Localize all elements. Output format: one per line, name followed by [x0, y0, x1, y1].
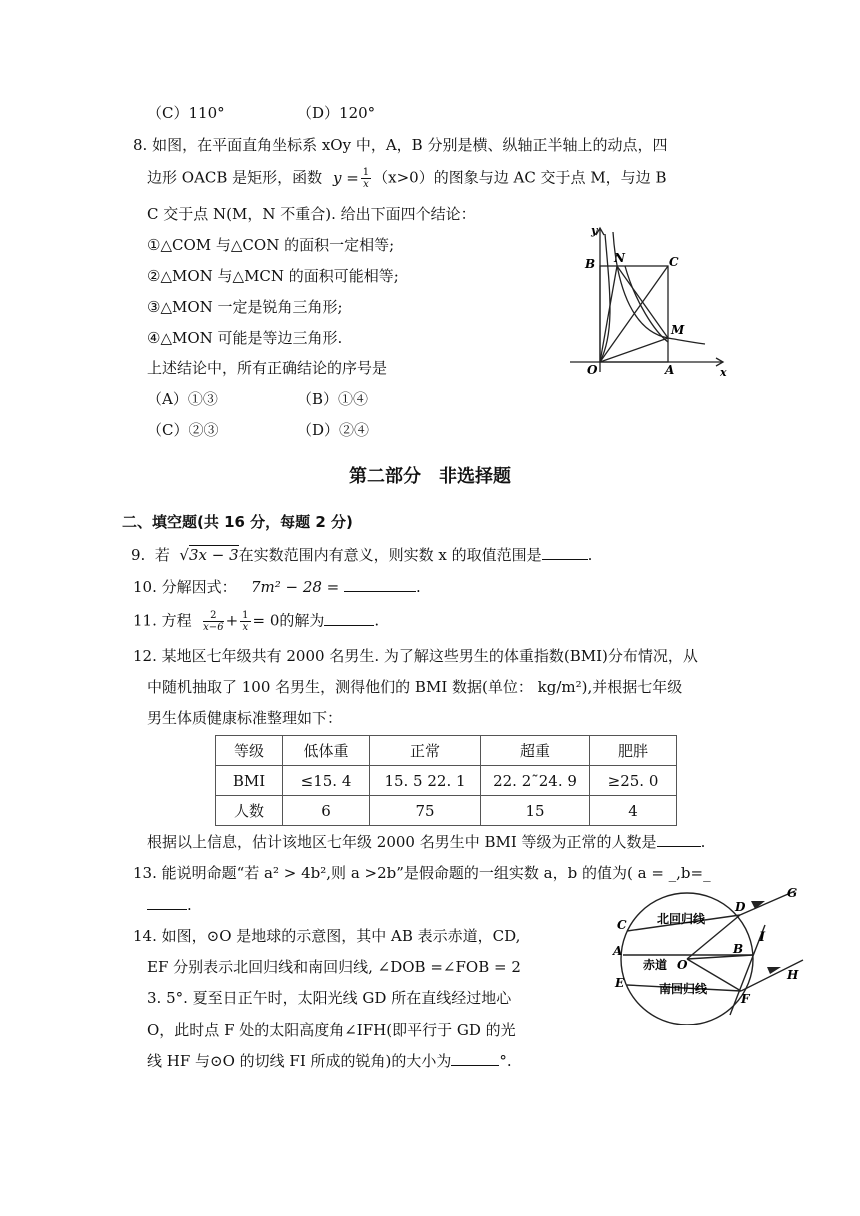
fig8-label-n: N: [614, 251, 625, 265]
table-cell: 肥胖: [590, 736, 677, 766]
q8-figure: [565, 222, 735, 380]
label-north-tropic: 北回归线: [657, 912, 706, 926]
table-row: [216, 766, 677, 796]
q12-line3: 男生体质健康标准整理如下：: [147, 709, 343, 727]
q11-line: 11. 方程 $\frac{2}{x-6}$ + $\frac{1}{x}$ = 0的解为 .: [133, 610, 380, 633]
table-cell: 等级: [216, 736, 283, 766]
table-cell: 低体重: [283, 736, 370, 766]
q13-line1: 13. 能说明命题“若 a² > 4b²,则 a >2b”是假命题的一组实数 a，b 的值为( a = _,b=_: [133, 864, 711, 882]
hyperbola-curve: [613, 232, 705, 344]
q10-line: 10. 分解因式： 7m² − 28 = .: [133, 578, 421, 596]
part2-title: 第二部分 非选择题: [349, 466, 511, 487]
fig8-label-x: x: [720, 366, 727, 379]
fig14-label-h: H: [787, 968, 799, 982]
table-cell: 22. 2˜24. 9: [481, 766, 590, 796]
q7-option-c: （C）110°: [147, 104, 225, 122]
q8-option-b: （B）①④: [297, 390, 369, 408]
q8-conclusion-4: ④△MON 可能是等边三角形.: [147, 329, 343, 347]
fig14-label-f: F: [741, 992, 750, 1006]
q8-option-c: （C）②③: [147, 421, 219, 439]
fig14-label-b: B: [733, 942, 744, 956]
label-south-tropic: 南回归线: [659, 982, 708, 996]
fig14-label-i: I: [759, 930, 766, 945]
q14-line4: O，此时点 F 处的太阳高度角∠IFH(即平行于 GD 的光: [147, 1021, 516, 1039]
q9-line: 9. 若 √3x − 3在实数范围内有意义，则实数 x 的取值范围是 .: [131, 546, 593, 564]
table-cell: 15. 5 22. 1: [370, 766, 481, 796]
fig14-label-g: G: [787, 886, 798, 900]
q8-conclusion-1: ①△COM 与△CON 的面积一定相等;: [147, 236, 395, 254]
fig14-label-e: E: [615, 976, 625, 990]
section2-heading: 二、填空题(共 16 分，每题 2 分): [122, 513, 353, 531]
q12-line2: 中随机抽取了 100 名男生，测得他们的 BMI 数据(单位： kg/m²),并根据七年级: [147, 678, 683, 696]
q8-conclusion-3: ③△MON 一定是锐角三角形;: [147, 298, 343, 316]
q14-line3: 3. 5°. 夏至日正午时，太阳光线 GD 所在直线经过地心: [147, 989, 512, 1007]
table-cell: 超重: [481, 736, 590, 766]
fig14-label-d: D: [735, 900, 746, 914]
table-row: [216, 796, 677, 826]
table-cell: ≥25. 0: [590, 766, 677, 796]
q8-option-d: （D）②④: [297, 421, 370, 439]
q12-conclusion: 根据以上信息，估计该地区七年级 2000 名男生中 BMI 等级为正常的人数是 .: [147, 833, 706, 851]
fig8-label-b: B: [585, 257, 596, 271]
radical: √3x − 3: [179, 546, 239, 564]
q8-fraction: $\frac{1}{x}$: [362, 167, 370, 190]
q8-conclusion-2: ②△MON 与△MCN 的面积可能相等;: [147, 267, 399, 285]
table-cell: 正常: [370, 736, 481, 766]
bmi-table: [215, 735, 677, 826]
q8-line3: C 交于点 N(M，N 不重合). 给出下面四个结论：: [147, 205, 476, 223]
table-cell: BMI: [216, 766, 283, 796]
q8-question: 上述结论中，所有正确结论的序号是: [147, 359, 388, 377]
table-cell: 6: [283, 796, 370, 826]
q8-line1: 8. 如图，在平面直角坐标系 xOy 中，A，B 分别是横、纵轴正半轴上的动点，四: [133, 136, 668, 154]
fig8-label-o: O: [587, 363, 598, 377]
q14-line2: EF 分别表示北回归线和南回归线, ∠DOB =∠FOB = 2: [147, 958, 521, 976]
table-row: [216, 736, 677, 766]
q12-line1: 12. 某地区七年级共有 2000 名男生. 为了解这些男生的体重指数(BMI)分布情况，从: [133, 647, 698, 665]
table-cell: 15: [481, 796, 590, 826]
fig8-label-y: y: [591, 224, 598, 237]
label-equator: 赤道: [643, 958, 668, 972]
fig8-label-m: M: [671, 323, 685, 337]
fig8-label-c: C: [669, 255, 679, 269]
q14-line5: 线 HF 与⊙O 的切线 FI 所成的锐角)的大小为 °.: [147, 1052, 512, 1070]
fig14-label-c: C: [617, 918, 627, 932]
fig14-label-a: A: [613, 944, 623, 958]
q13-line2: .: [147, 895, 192, 915]
q7-option-d: （D）120°: [297, 104, 376, 122]
q14-figure: [605, 885, 805, 1025]
fig14-label-o: O: [677, 958, 688, 972]
table-cell: 人数: [216, 796, 283, 826]
table-cell: ≤15. 4: [283, 766, 370, 796]
table-cell: 4: [590, 796, 677, 826]
q8-line2: 边形 OACB 是矩形，函数 y = $\frac{1}{x}$ （x>0）的图象与边 AC 交于点 M，与边 B: [147, 167, 667, 190]
fig8-label-a: A: [665, 363, 675, 377]
q8-option-a: （A）①③: [147, 390, 218, 408]
q14-line1: 14. 如图，⊙O 是地球的示意图，其中 AB 表示赤道，CD,: [133, 927, 521, 945]
table-cell: 75: [370, 796, 481, 826]
